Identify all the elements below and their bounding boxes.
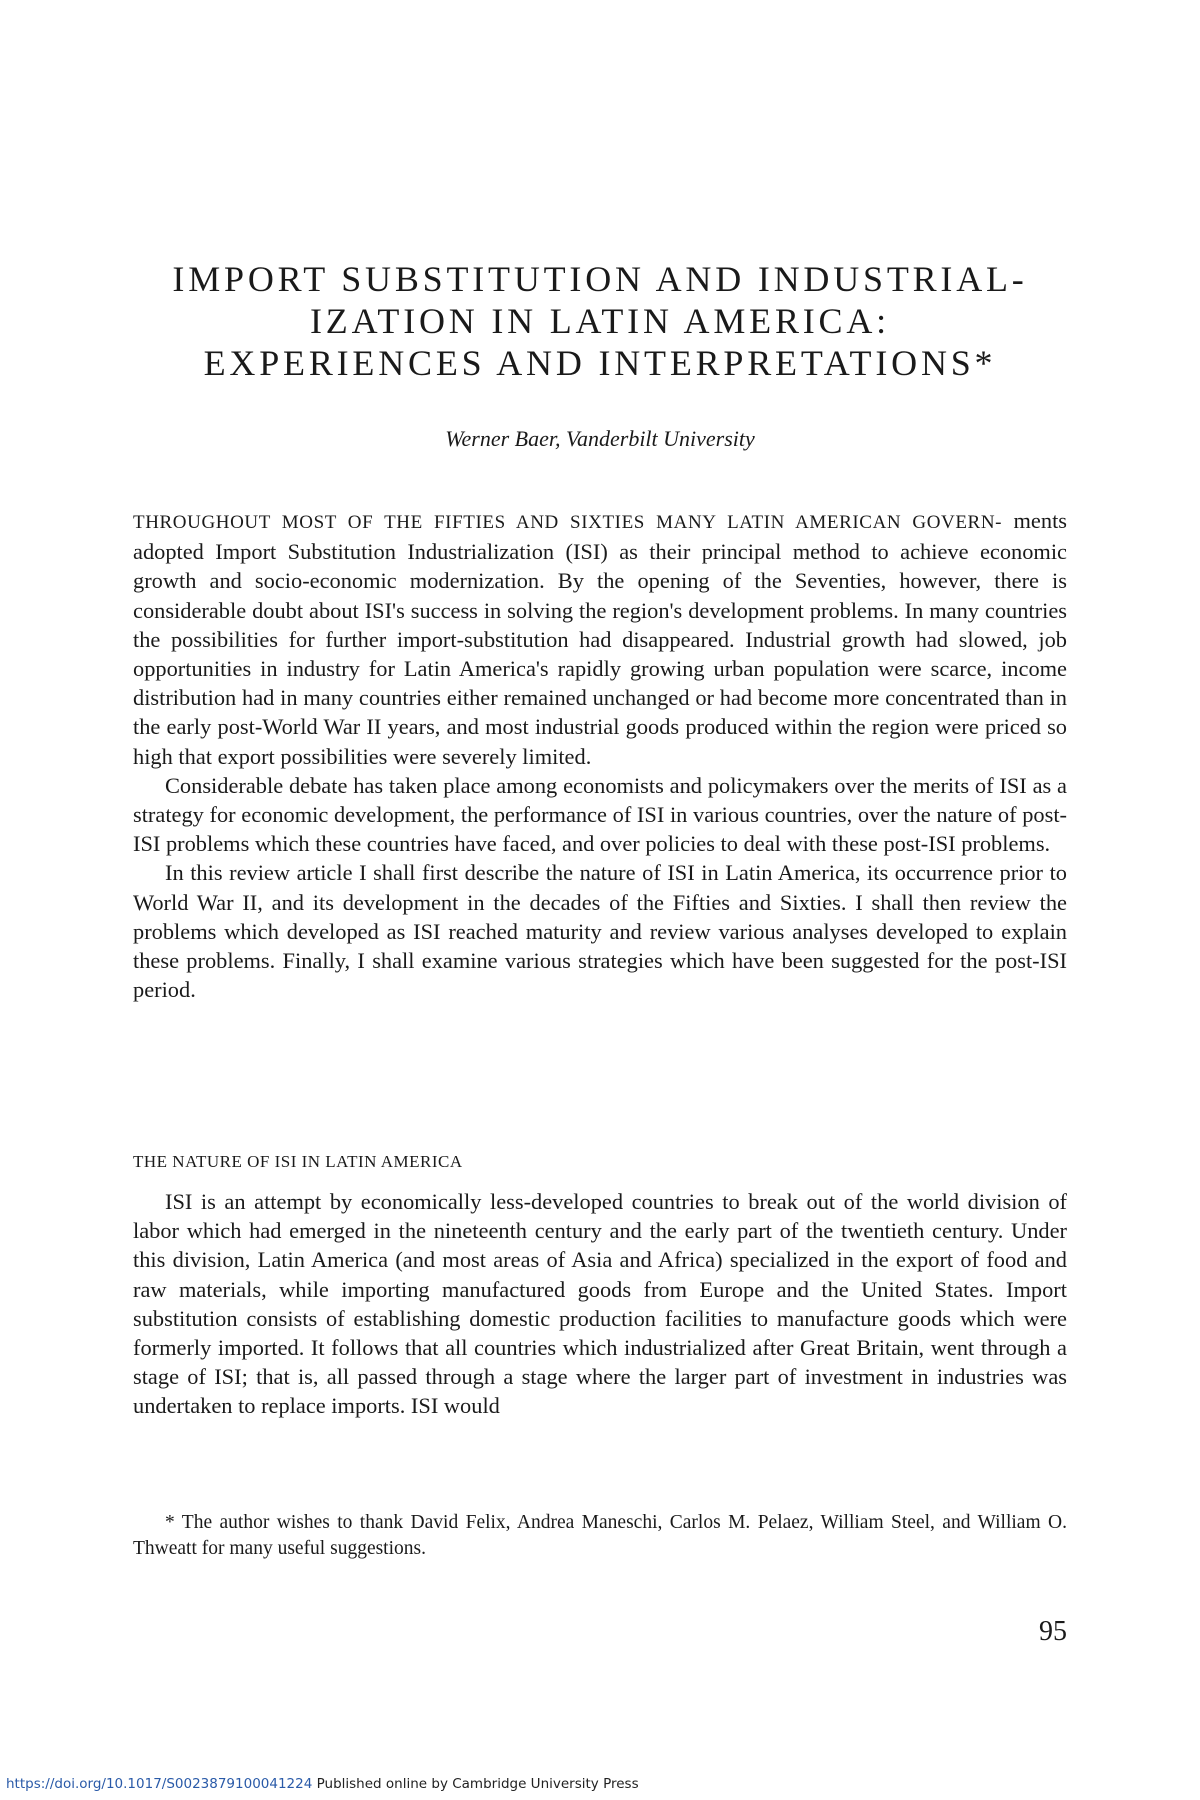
title-line-2: IZATION IN LATIN AMERICA: — [310, 301, 890, 341]
title-line-3: EXPERIENCES AND INTERPRETATIONS* — [203, 343, 997, 383]
intro-paragraph-2: Considerable debate has taken place among economists and policymakers over the merits of ISI as a strategy for economic development, the performance of ISI in various countries, over the nature of post-ISI problems which these countries have faced, and over policies to deal with these post-ISI problems. — [133, 772, 1067, 857]
intro-paragraph-1 — [133, 506, 1067, 771]
section-text — [133, 1187, 1067, 1421]
intro-paragraph-3: In this review article I shall first describe the nature of ISI in Latin America, its occurrence prior to World War II, and its development in the decades of the Fifties and Sixties. I shall then review the problems which developed as ISI reached maturity and review various analyses developed to explain these problems. Finally, I shall examine various strategies which have been suggested for the post-ISI period. — [133, 860, 1067, 1003]
title-line-1: IMPORT SUBSTITUTION AND INDUSTRIAL- — [172, 259, 1028, 299]
intro-paragraph-1-rest: ments adopted Import Substitution Industrialization (ISI) as their principal method to achieve economic growth and socio-economic modernization. By the opening of the Seventies, however, there is considerable doubt about ISI's success in solving the region's development problems. In many countries the possibilities for further import-substitution had disappeared. Industrial growth had slowed, job opportunities in industry for Latin America's rapidly growing urban population were scarce, income distribution had in many countries either remained unchanged or had become more concentrated than in the early post-World War II years, and most industrial goods produced within the region were priced so high that export possibilities were severely limited. — [133, 508, 1067, 769]
page-number: 95 — [1039, 1616, 1067, 1647]
intro-text — [133, 506, 1067, 1004]
section-heading: THE NATURE OF ISI IN LATIN AMERICA — [133, 1152, 463, 1171]
article-title — [100, 258, 1100, 384]
author-byline: Werner Baer, Vanderbilt University — [445, 426, 755, 451]
footnote-text: * The author wishes to thank David Felix, Andrea Maneschi, Carlos M. Pelaez, William Steel, and William O. Thweatt for many useful suggestions. — [133, 1512, 1067, 1559]
footer — [6, 1776, 639, 1792]
lead-in-caps: THROUGHOUT MOST OF THE FIFTIES AND SIXTIES MANY LATIN AMERICAN GOVERN- — [133, 512, 1003, 533]
section-paragraph-1: ISI is an attempt by economically less-developed countries to break out of the world division of labor which had emerged in the nineteenth century and the early part of the twentieth century. Under this division, Latin America (and most areas of Asia and Africa) specialized in the export of food and raw materials, while importing manufactured goods from Europe and the United States. Import substitution consists of establishing domestic production facilities to manufacture goods which were formerly imported. It follows that all countries which industrialized after Great Britain, went through a stage of ISI; that is, all passed through a stage where the larger part of investment in industries was undertaken to replace imports. ISI would — [133, 1189, 1067, 1419]
footnote — [133, 1510, 1067, 1562]
doi-link[interactable]: https://doi.org/10.1017/S0023879100041224 — [6, 1776, 313, 1792]
published-online-text: Published online by Cambridge University Press — [312, 1776, 639, 1792]
